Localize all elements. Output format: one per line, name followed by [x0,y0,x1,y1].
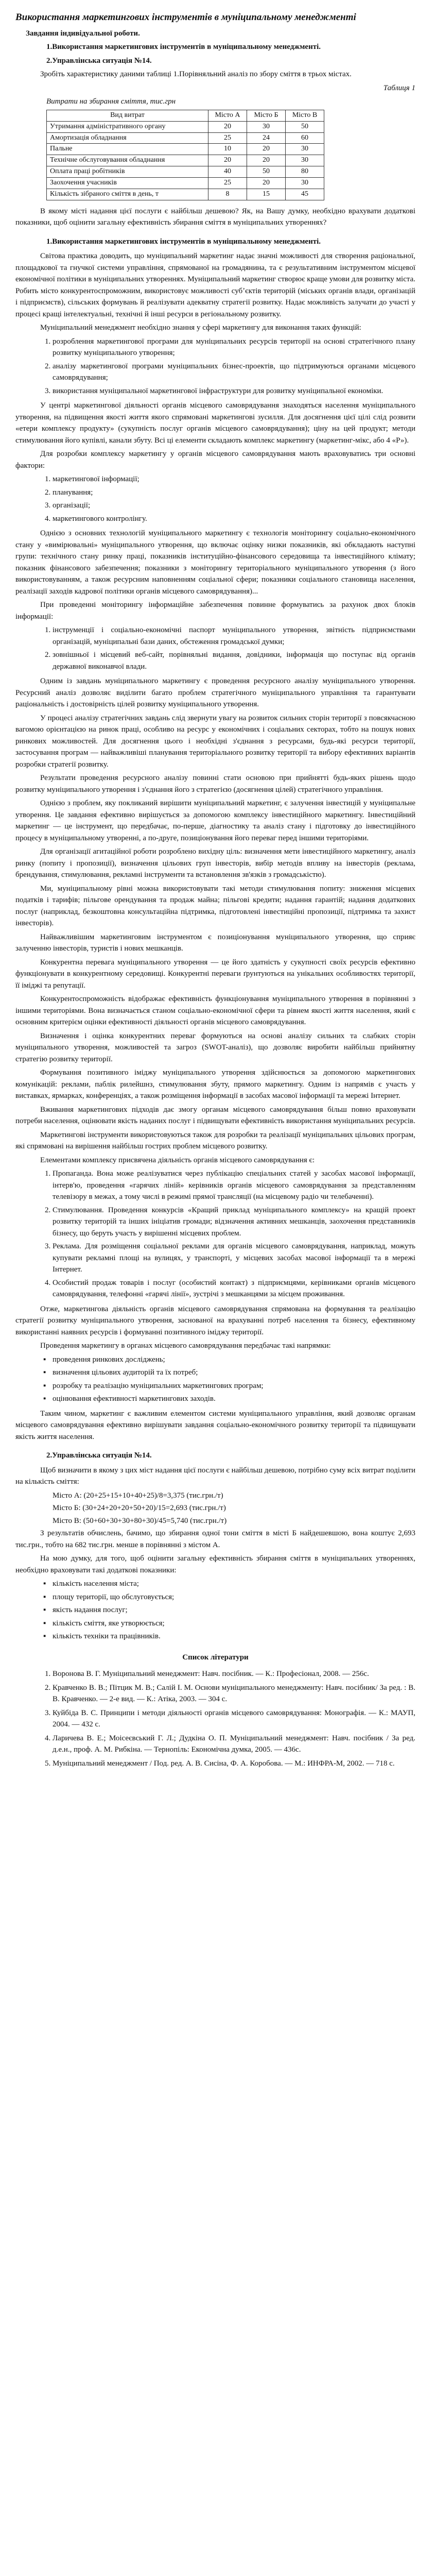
calculation-line: Місто В: (50+60+30+30+80+30)/45=5,740 (тис.грн./т) [53,1516,227,1525]
directions-list [15,1354,415,1405]
table-cell: Пальне [47,144,208,155]
paragraph: Конкурентоспроможність відображає ефективність функціонування муніципального утворення в порівнянні з іншими територіями. Вона визначається станом соціально-економічної сфери та рівнем якості життя населення, який є основним критерієм оцінки ефективності діяльності органів місцевого самоврядування. [15,995,415,1027]
table-row [47,144,324,155]
list-item: ▪ розробку та реалізацію муніципальних маркетингових програм; [53,1380,415,1392]
reference-item: 1. Воронова В. Г. Муніципальний менеджмент: Навч. посібник. — К.: Професіонал, 2008. — 256с. [53,1668,415,1680]
table-header-cell: Місто В [286,110,324,121]
paragraph: Формування позитивного іміджу муніципального утворення здійснюється за допомогою маркетингових комунікацій: реклами, паблік рилейшнз, стимулювання збуту, прямого маркетингу. Одним із напрямів є участь у виставках, ярмарках, конференціях, а також розміщення інформації в засобах масової інформації та мережі Інтернет. [15,1069,415,1100]
table-row [47,189,324,200]
list-item: 4. маркетингового контролінгу. [53,513,415,525]
table-cell: 8 [208,189,247,200]
reference-item: 2. Кравченко В. В.; Пітцик М. В.; Салій І. М. Основи муніципального менеджменту: Навч. посібник/ За ред. : В. В. Кравченко. — 2-е вид. — К.: Атіка, 2003. — 304 с. [53,1682,415,1705]
paragraph: Вживання маркетингових підходів дає змогу органам місцевого самоврядування більш повно враховувати потреби населення, оцінювати якість наданих послуг і підвищувати ефективність використання муніципальних ресурсів. [15,1105,415,1126]
indicators-list [15,1578,415,1642]
situation-intro: Зробіть характеристику даними таблиці 1.Порівняльний аналіз по збору сміття в трьох містах. [40,70,352,79]
table-cell: Заохочення учасників [47,178,208,189]
table-label: Таблиця 1 [383,83,415,92]
list-item: 3. організації; [53,500,415,512]
list-item: ▪ проведення ринкових досліджень; [53,1354,415,1366]
task-item-1: 1.Використання маркетингових інструментів в муніципальному менеджменті. [46,43,321,52]
table-cell: 30 [286,144,324,155]
list-item: 2. Стимулювання. Проведення конкурсів «Кращий приклад муніципального комплексу» на кращій проект розвитку територій та інших ініціатив громади; відзначення активних мешканців, заохочення представників бізнесу, що беруть участь у вирішенні місцевих проблем. [53,1205,415,1240]
paragraph: Світова практика доводить, що муніципальний маркетинг надає значні можливості для створення раціональної, площадкової та гнучкої системи управління, спрямованої на громадянина, та є результативним інструментом місцевої економічної політики в муніципальних утвореннях. Муніципальний маркетинг створює краще умови для розвитку міста. Робить місто конкурентоспроможним, використовує можливості субʼєктів територій (міських органів влади, організацій і підприємств), сільських формувань й реалізувати адекватну стратегії розвитку. Надає можливість залучати до участі у процесі кращі інтелектуальні, технічні й інші ресурси в регіональному розвитку. [15,252,415,318]
list-item: 2. зовнішньої і місцевий веб-сайт, порівняльні видання, довідники, інформація що поступає від органів державної виконавчої влади. [53,649,415,672]
table-cell: 30 [286,155,324,166]
table-cell: 45 [286,189,324,200]
table-cell: 20 [247,155,286,166]
paragraph: Таким чином, маркетинг є важливим елементом системи муніципального управління, який дозволяє органам місцевого самоврядування ефективно вирішувати завдання соціально-економічного розвитку території та підвищувати якість життя населення. [15,1409,415,1441]
table-row [47,155,324,166]
paragraph: З результатів обчислень, бачимо, що збирання одної тони сміття в місті Б найдешевшою, вона коштує 2,693 тис.грн., тобто на 682 тис.грн. менше в порівнянні з містом А. [15,1529,415,1549]
table-cell: 80 [286,166,324,178]
functions-list [15,336,415,397]
task-heading: Завдання індивідуальної роботи. [26,29,140,38]
list-item: ▪ кількість населення міста; [53,1578,415,1590]
factors-list [15,473,415,524]
table-cell: 24 [247,132,286,144]
references-heading: Список літератури [182,1653,249,1662]
table-cell: Технічне обслуговування обладнання [47,155,208,166]
table-cell: 20 [208,121,247,132]
reference-item: 4. Ларичева В. Е.; Моісеєвський Г. Л.; Дудкіна О. П. Муніципальний менеджмент: Навч. посібник / За ред. д.е.н., проф. А. М. Рибкіна. — Тернопіль: Економічна думка, 2005. — 436с. [53,1733,415,1756]
paragraph: Конкурентна перевага муніципального утворення — це його здатність у сукупності своїх ресурсів ефективно функціонувати в конкурентному середовищі. Конкурентні переваги ґрунтуються на унікальних особливостях території, її іміджі та репутації. [15,958,415,990]
table-cell: 50 [286,121,324,132]
list-item: 2. аналізу маркетингової програми муніципальних бізнес-проектів, що підтримуються органами місцевого самоврядування; [53,361,415,384]
situation-question: В якому місті надання цієї послуги є найбільш дешевою? Як, на Вашу думку, необхідно врахувати додаткові показники, щоб оцінити загальну ефективність збирання сміття в муніципальних утвореннях? [15,207,415,227]
section-heading-situation: 2.Управлінська ситуація №14. [46,1451,152,1460]
table-caption: Витрати на збирання сміття, тис.грн [46,97,176,106]
document-title: Використання маркетингових інструментів в муніципальному менеджменті [15,12,356,23]
table-header-row [47,110,324,121]
table-cell: Амортизація обладнання [47,132,208,144]
info-blocks-list [15,624,415,672]
calculation-line: Місто Б: (30+24+20+20+50+20)/15=2,693 (тис.грн./т) [53,1504,226,1513]
list-item: 3. Реклама. Для розміщення соціальної реклами для органів місцевого самоврядування, наприклад, можуть купувати рекламні площі на вулицях, у транспорті, у місцевих засобах масової інформації та в мережі Інтернет. [53,1241,415,1276]
paragraph: Для розробки комплексу маркетингу у органів місцевого самоврядування мають враховуватись три основні фактори: [15,450,415,470]
list-item: ▪ якість надання послуг; [53,1604,415,1616]
table-cell: 10 [208,144,247,155]
table-cell: 25 [208,178,247,189]
table-cell: 20 [208,155,247,166]
table-cell: 20 [247,178,286,189]
paragraph: Муніципальний менеджмент необхідно знання у сфері маркетингу для виконання таких функцій: [40,324,361,332]
paragraph: Елементами комплексу присвячена діяльність органів місцевого самоврядування є: [40,1156,315,1164]
table-cell: 30 [247,121,286,132]
list-item: ▪ площу території, що обслуговується; [53,1591,415,1603]
table-cell: 50 [247,166,286,178]
table-cell: 40 [208,166,247,178]
table-cell: 20 [247,144,286,155]
paragraph: Одним із завдань муніципального маркетингу є проведення ресурсного аналізу муніципального утворення. Ресурсний аналіз дозволяє виділити багато проблем стратегічного муніципального управління та гарантувати раціональність і достовірність цілей розвитку муніципального утворення. [15,677,415,709]
table-header-cell: Місто А [208,110,247,121]
task-item-2: 2.Управлінська ситуація №14. [46,56,152,65]
table-cell: Кількість зібраного сміття в день, т [47,189,208,200]
paragraph: Проведення маркетингу в органах місцевого самоврядування передбачає такі напрямки: [40,1342,331,1350]
list-item: 3. використання муніципальної маркетингової інфраструктури для розвитку муніципальної економіки. [53,385,415,397]
list-item: ▪ оцінювання ефективності маркетингових заходів. [53,1393,415,1405]
table-header-cell: Вид витрат [47,110,208,121]
table-cell: 25 [208,132,247,144]
table-cell: 60 [286,132,324,144]
paragraph: У процесі аналізу стратегічних завдань слід звернути увагу на розвиток сильних сторін території з повсякчасною вагомою орієнтацією на ринок праці, особливо на ресурс у економічних і соціальних секторах, тобто на пошук нових ринкових можливостей. Для досягнення цього і необхідні з'єднання з ресурсами, будь-які ресурси території, застосування програм — найважливіші планування територіального розвитку території та вибору ефективних варіантів розробки стратегії розвитку. [15,714,415,769]
table-cell: Оплата праці робітників [47,166,208,178]
paragraph: При проведенні моніторингу інформаційне забезпечення повинне формуватись за рахунок двох блоків інформації: [15,601,415,621]
table-row [47,178,324,189]
list-item: ▪ кількість техніки та працівників. [53,1631,415,1642]
list-item: 1. Пропаганда. Вона може реалізуватися через публікацію спеціальних статей у засобах масової інформації, інтерв'ю, проведення «гарячих ліній» керівників органів місцевого самоврядування за представленням телевізору в межах, а тому числі в режимі прямої трансляції (на місцевому радіо чи телебаченні). [53,1168,415,1203]
paragraph: Найважливішим маркетинговим інструментом є позиціонування муніципального утворення, що сприяє залученню інвесторів, туристів і нових мешканців. [15,933,415,953]
list-item: 2. планування; [53,487,415,499]
table-row [47,166,324,178]
table-cell: 15 [247,189,286,200]
list-item: ▪ визначення цільових аудиторій та їх потреб; [53,1367,415,1379]
list-item: 1. розроблення маркетингової програми для муніципальних ресурсів території на основі стратегічного плану розвитку муніципального утворення; [53,336,415,359]
paragraph: У центрі маркетингової діяльності органів місцевого самоврядування знаходяться населення муніципального утворення, на підвищення якості життя якого спрямовані маркетингові зусилля. Для досягнення цієї цілі слід розвити «етери комплексу продукту» (сукупність послуг органів місцевого самоврядування); ціну на цей продукт; методи стимулювання його купівлі, канали збуту. Всі ці елементи складають комплекс маркетингу (маркетинг-мікс, або 4 «Р»). [15,401,415,445]
table-row [47,121,324,132]
paragraph: Для організації агитаційної роботи розроблено вихідну ціль: визначення мети інвестиційного маркетингу, аналіз ринку (попиту і пропозиції), визначення цільових груп інвесторів, вибір методів впливу на інвесторів (реклама, брендування, стимулювання, рекламні інструменти та встановлення зв'язків з громадськістю). [15,848,415,879]
paragraph: Однією з основних технологій муніципального маркетингу є технологія моніторингу соціально-економічного стану у «вимірювальні» муніципального утворення, що включає оцінку низки показників, які обкладають наступні групи: технічного стану ринку праці, показників інституційно-фінансового середовища та інвестиційного клімату; показник фінансового забезпечення; показники з моніторингу територіального муніципального утворення (з його використовуванням, а також ресурсним наповненням соціальної сфери; показники соціального становища населення, реалізації заходів кадрової політики органів місцевого самоврядування)... [15,529,415,596]
table-cell: 30 [286,178,324,189]
list-item: ▪ кількість сміття, яке утворюється; [53,1618,415,1630]
table-header-cell: Місто Б [247,110,286,121]
reference-item: 3. Куйбіда В. С. Принципи і методи діяльності органів місцевого самоврядування: Монографія. — К.: МАУП, 2004. — 432 с. [53,1707,415,1731]
paragraph: Визначення і оцінка конкурентних переваг формуються на основі аналізу сильних та слабких сторін муніципального утворення, можливостей та загроз (SWOT-аналіз), що дозволяє виробити найбільш прийнятну стратегію розвитку території. [15,1031,415,1063]
paragraph: Ми, муніципальному рівні можна використовувати такі методи стимулювання попиту: зниження місцевих податків і тарифів; пільгове орендування та продаж майна; пільгові кредити; надання гарантій; надання додаткових послуг (наприклад, безкоштовна консультаційна підтримка, підготовлені інвестиційні пропозиції, підтримка та захист інвесторів). [15,884,415,928]
references-list [15,1668,415,1769]
expenses-table [46,110,324,200]
table-row [47,132,324,144]
paragraph: Маркетингові інструменти використовуються також для розробки та реалізації муніципальних цільових програм, які спрямовані на вирішення найбільш гострих проблем місцевого розвитку. [15,1130,415,1151]
reference-item: 5. Муніципальний менеджмент / Под. ред. А. В. Сисіна, Ф. А. Коробова. — М.: ИНФРА-М, 2002. — 718 с. [53,1758,415,1770]
elements-list [15,1168,415,1300]
paragraph: Щоб визначити в якому з цих міст надання цієї послуги є найбільш дешевою, потрібно суму всіх витрат поділити на кількість сміття: [15,1466,415,1486]
table-cell: Утримання адміністративного органу [47,121,208,132]
calculation-line: Місто А: (20+25+15+10+40+25)/8=3,375 (тис.грн./т) [53,1491,223,1500]
list-item: 1. маркетингової інформації; [53,473,415,485]
paragraph: Результати проведення ресурсного аналізу повинні стати основою при прийнятті будь-яких рішень щодо розвитку муніципального утворення і з'єднання його з стратегією (досягнення цілей) стратегічного управління. [15,774,415,794]
list-item: 4. Особистий продаж товарів і послуг (особистий контакт) з підприємцями, керівниками органів місцевого самоврядування, телефонні «гарячі лінії», зустрічі з мешканцями за місцем проживання. [53,1277,415,1300]
paragraph: На мою думку, для того, щоб оцінити загальну ефективність збирання сміття в муніципальних утвореннях, необхідно враховувати такі додаткові показники: [15,1554,415,1574]
paragraph: Однією з проблем, яку покликаний вирішити муніципальний маркетинг, є залучення інвестицій у муніципальне утворення. Це завдання ефективно вирішується за допомогою комплексу інвестиційного маркетингу. Інвестиційний маркетинг — це інструмент, що передбачає, по-перше, діагностику та аналіз стану і підготовку до інвестиційного процесу в муніципальному утворенні, а по-друге, позиціонування його переваг перед іншими територіями. [15,799,415,842]
section-heading-marketing: 1.Використання маркетингових інструментів в муніципальному менеджменті. [46,237,321,246]
paragraph: Отже, маркетингова діяльність органів місцевого самоврядування спрямована на формування та реалізацію стратегії розвитку муніципального утворення, заснованої на врахуванні потреб населення та бізнесу, ефективному використанні наявних ресурсів і формуванні позитивного іміджу території. [15,1304,415,1336]
list-item: 1. інструменції і соціально-економічні паспорт муніципального утворення, звітність підприємствами організацій, муніципальні бази даних, обстеження громадської думки; [53,624,415,648]
